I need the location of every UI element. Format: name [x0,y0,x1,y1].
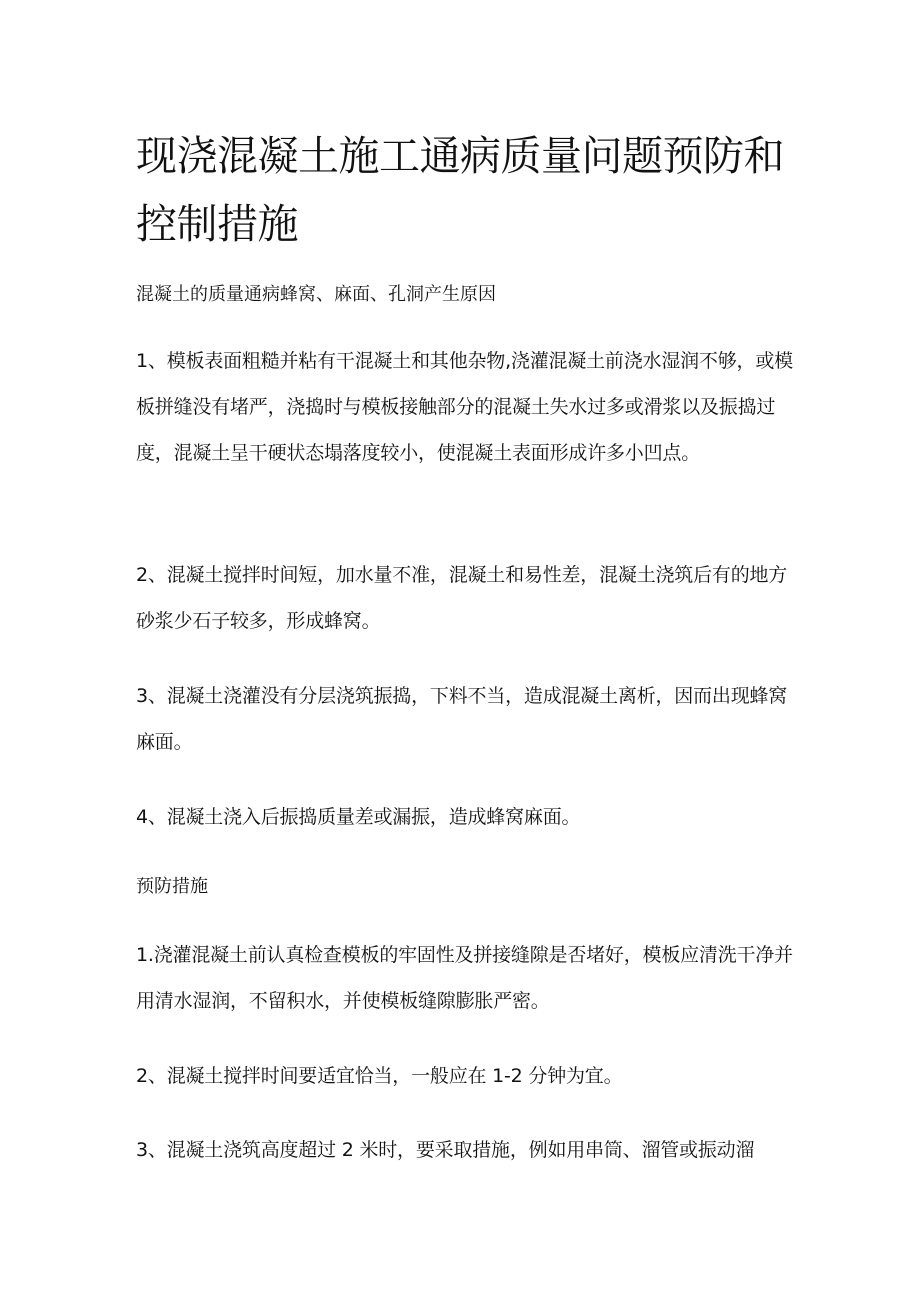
cause-item-1: 1、模板表面粗糙并粘有干混凝土和其他杂物,浇灌混凝土前浇水湿润不够，或模板拼缝没有堵严，浇捣时与模板接触部分的混凝土失水过多或滑浆以及振捣过度，混凝土呈干硬状态塌落度较小，使混凝土表面形成许多小凹点。 [136,350,793,464]
cause-item-2: 2、混凝土搅拌时间短，加水量不准，混凝土和易性差，混凝土浇筑后有的地方砂浆少石子较多，形成蜂窝。 [136,564,788,632]
prevention-heading: 预防措施 [136,876,208,897]
cause-item-4: 4、混凝土浇入后振捣质量差或漏振，造成蜂窝麻面。 [136,806,581,828]
prevention-item-3: 3、混凝土浇筑高度超过 2 米时，要采取措施，例如用串筒、溜管或振动溜 [136,1139,755,1161]
prevention-item-1: 1.浇灌混凝土前认真检查模板的牢固性及拼接缝隙是否堵好，模板应清洗干净并用清水湿润，不留积水，并使模板缝隙膨胀严密。 [136,944,793,1012]
document-title: 现浇混凝土施工通病质量问题预防和控制措施 [136,132,784,248]
prevention-item-2: 2、混凝土搅拌时间要适宜恰当，一般应在 1-2 分钟为宜。 [136,1065,623,1087]
causes-heading: 混凝土的质量通病蜂窝、麻面、孔洞产生原因 [136,284,496,305]
cause-item-3: 3、混凝土浇灌没有分层浇筑振捣，下料不当，造成混凝土离析，因而出现蜂窝麻面。 [136,685,788,753]
